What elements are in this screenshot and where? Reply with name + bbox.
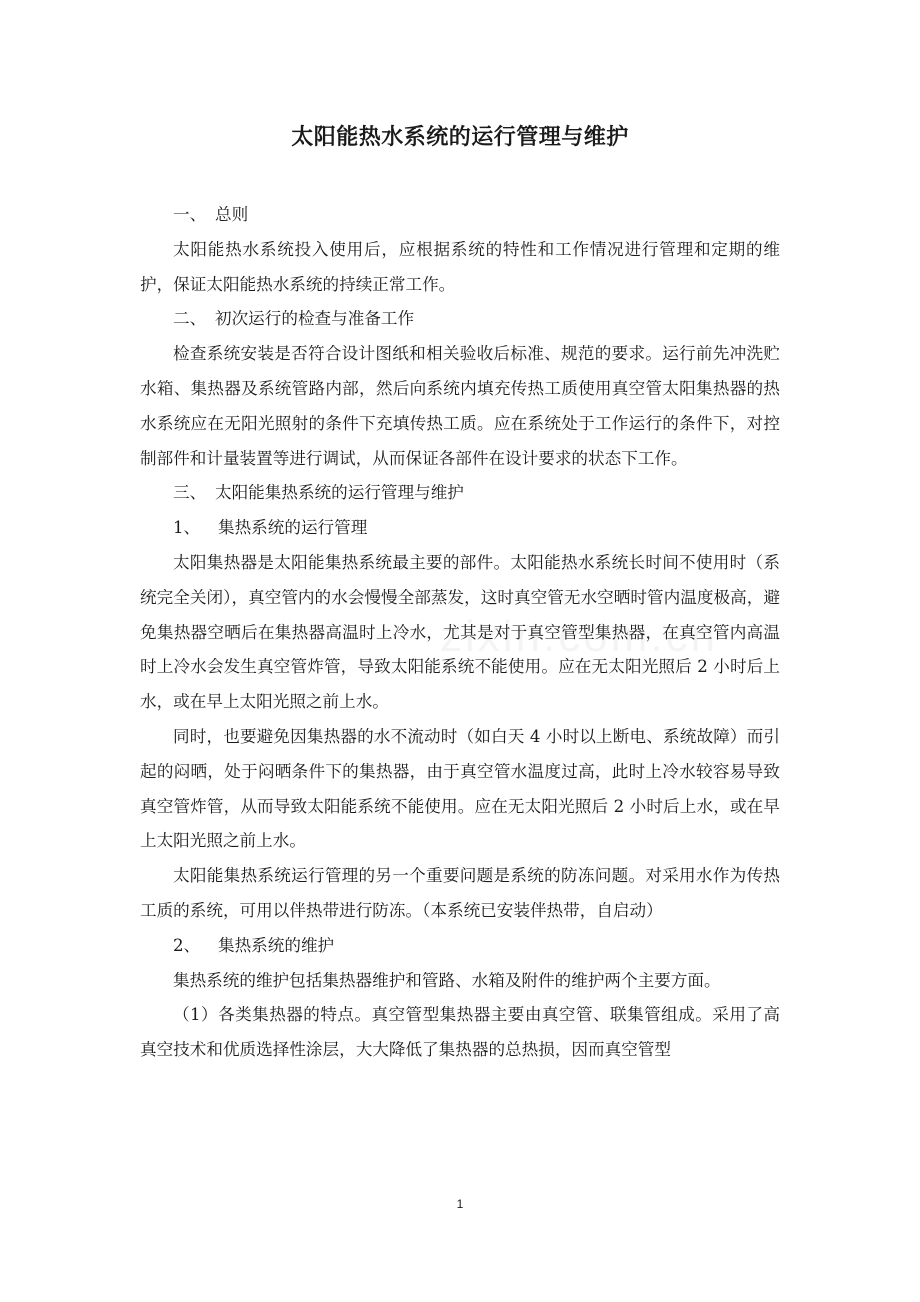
paragraph: 集热系统的维护包括集热器维护和管路、水箱及附件的维护两个主要方面。: [173, 970, 721, 990]
section-heading-2: [140, 302, 780, 337]
section-heading-3: [140, 476, 780, 511]
section-number: 三、: [173, 483, 207, 503]
section-title: 太阳能集热系统的运行管理与维护: [215, 483, 464, 503]
section-heading-1: [140, 198, 780, 233]
paragraph: （1）各类集热器的特点。真空管型集热器主要由真空管、联集管组成。采用了高真空技术和优质选择性涂层，大大降低了集热器的总热损，因而真空管型: [140, 1005, 780, 1060]
section-number: 二、: [173, 309, 207, 329]
paragraph: 检查系统安装是否符合设计图纸和相关验收后标准、规范的要求。运行前先冲洗贮水箱、集热器及系统管路内部，然后向系统内填充传热工质使用真空管太阳集热器的热水系统应在无阳光照射的条件下充填传热工质。应在系统处于工作运行的条件下，对控制部件和计量装置等进行调试，从而保证各部件在设计要求的状态下工作。: [140, 344, 780, 468]
paragraph: 太阳集热器是太阳能集热系统最主要的部件。太阳能热水系统长时间不使用时（系统完全关闭），真空管内的水会慢慢全部蒸发，这时真空管无水空晒时管内温度极高，避免集热器空晒后在集热器高温时上冷水，尤其是对于真空管型集热器，在真空管内高温时上冷水会发生真空管炸管，导致太阳能系统不能使用。应在无太阳光照后 2 小时后上水，或在早上太阳光照之前上水。: [140, 552, 780, 712]
section-number: 一、: [173, 205, 207, 224]
paragraph: 太阳能集热系统运行管理的另一个重要问题是系统的防冻问题。对采用水作为传热工质的系统，可用以伴热带进行防冻。（本系统已安装伴热带，自启动）: [140, 866, 780, 920]
subsection-number: 2、: [173, 935, 201, 955]
subsection-heading-1: [140, 511, 780, 546]
subsection-title: 集热系统的维护: [218, 935, 335, 955]
document-body: [140, 198, 780, 1068]
subsection-number: 1、: [173, 518, 201, 538]
section-title: 总则: [215, 205, 249, 224]
paragraph: 太阳能热水系统投入使用后，应根据系统的特性和工作情况进行管理和定期的维护，保证太阳能热水系统的持续正常工作。: [140, 239, 780, 294]
document-title: 太阳能热水系统的运行管理与维护: [291, 125, 629, 150]
section-title: 初次运行的检查与准备工作: [215, 309, 415, 329]
paragraph: 同时，也要避免因集热器的水不流动时（如白天 4 小时以上断电、系统故障）而引起的闷晒，处于闷晒条件下的集热器，由于真空管水温度过高，此时上冷水较容易导致真空管炸管，从而导致太阳能系统不能使用。应在无太阳光照后 2 小时后上水，或在早上太阳光照之前上水。: [140, 726, 780, 851]
page-number: 1: [456, 1197, 464, 1211]
subsection-title: 集热系统的运行管理: [218, 518, 368, 538]
subsection-heading-2: [140, 929, 780, 964]
